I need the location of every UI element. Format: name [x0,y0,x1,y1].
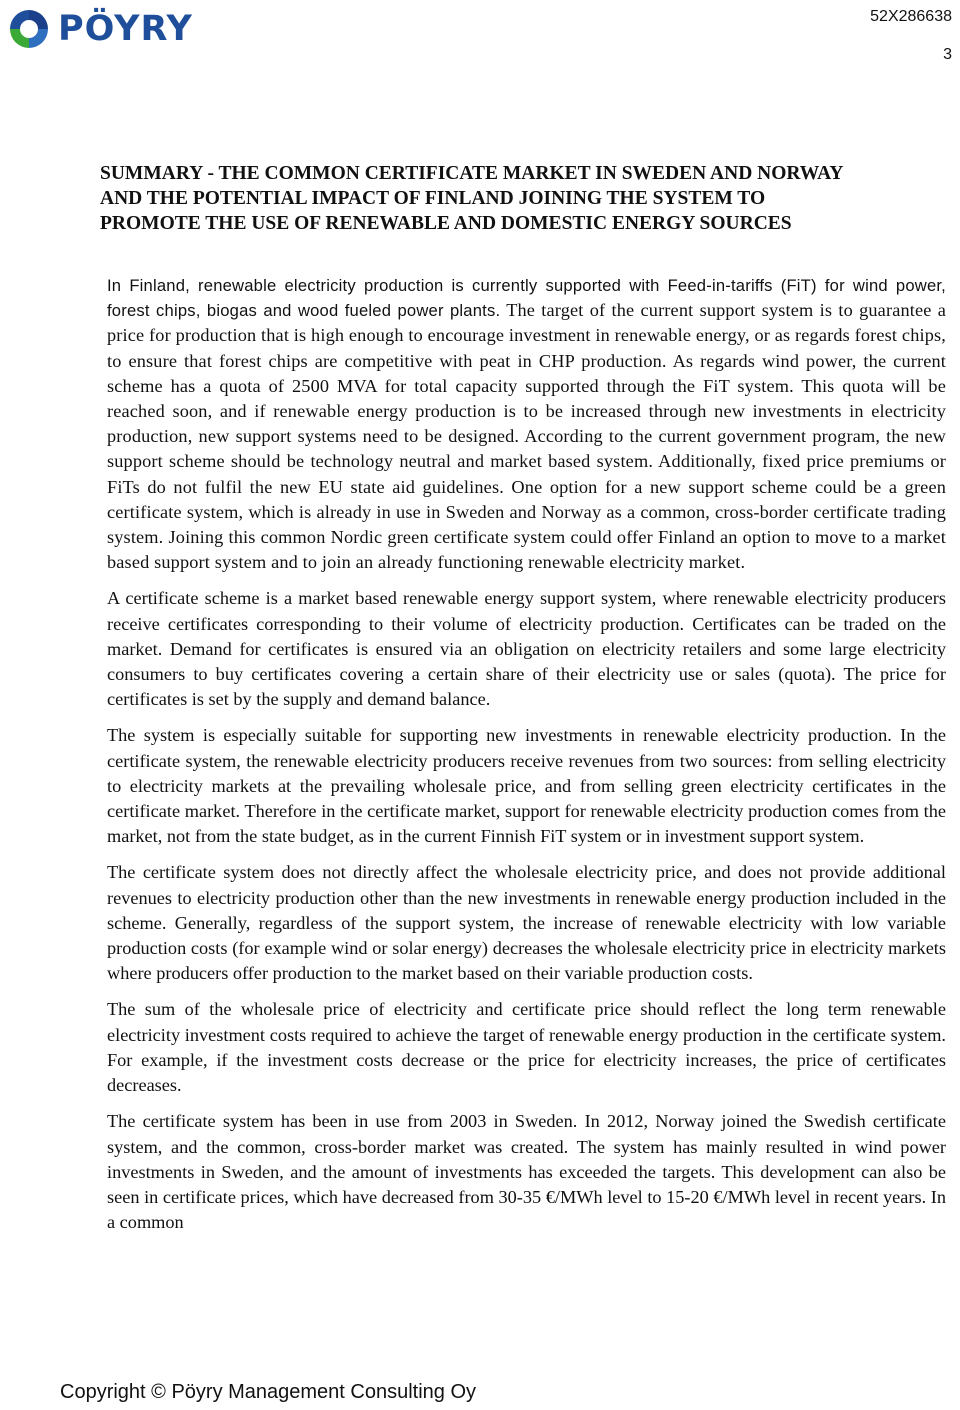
document-body [107,273,946,1246]
paragraph-text: The target of the current support system is to guarantee a price for production that is high enough to encourage investment in renewable energy, or as regards forest chips, to ensure that forest chips are competitive with peat in CHP production. As regards wind power, the current scheme has a quota of 2500 MVA for total capacity supported through the FiT system. This quota will be reached soon, and if renewable energy production is to be increased through new investments in electricity production, new support systems need to be designed. According to the current government program, the new support scheme should be technology neutral and market based system. Additionally, fixed price premiums or FiTs do not fulfil the new EU state aid guidelines. One option for a new support scheme could be a green certificate system, which is already in use in Sweden and Norway as a common, cross-border certificate trading system. Joining this common Nordic green certificate system could offer Finland an option to move to a market based support system and to join an already functioning renewable electricity market. [107,300,947,573]
copyright-footer: Copyright © Pöyry Management Consulting Oy [60,1381,477,1403]
body-paragraph: A certificate scheme is a market based renewable energy support system, where renewable electricity producers receive certificates corresponding to their volume of electricity production. Certificates can be traded on the market. Demand for certificates is ensured via an obligation on electricity retailers and some large electricity consumers to buy certificates covering a certain share of their electricity use or sales (quota). The price for certificates is set by the supply and demand balance. [107,588,946,710]
title-line: SUMMARY - THE COMMON CERTIFICATE MARKET IN SWEDEN AND NORWAY [100,163,844,184]
body-paragraph: The sum of the wholesale price of electricity and certificate price should reflect the long term renewable electricity investment costs required to achieve the target of renewable energy production in the certificate system. For example, if the investment costs decrease or the price for electricity increases, the price of certificates decreases. [107,999,946,1096]
paragraph-lead-text: In Finland, renewable electricity production is currently supported with Feed-in-tariffs (FiT) for wind power, forest chips, biogas and wood fueled power plants. [107,276,946,321]
title-line: AND THE POTENTIAL IMPACT OF FINLAND JOINING THE SYSTEM TO [100,188,766,209]
body-paragraph: The certificate system has been in use from 2003 in Sweden. In 2012, Norway joined the Swedish certificate system, and the common, cross-border market was created. The system has mainly resulted in wind power investments in Sweden, and the amount of investments has exceeded the targets. This development can also be seen in certificate prices, which have decreased from 30-35 €/MWh level to 15-20 €/MWh level in recent years. In a common [107,1111,946,1233]
logo-wordmark: PÖYRY [58,8,193,49]
page-number: 3 [943,46,952,63]
poyry-logo-icon [6,6,52,52]
title-line: PROMOTE THE USE OF RENEWABLE AND DOMESTIC ENERGY SOURCES [100,213,792,234]
document-id: 52X286638 [870,8,952,25]
body-paragraph: The system is especially suitable for supporting new investments in renewable electricity production. In the certificate system, the renewable electricity producers receive revenues from two sources: from selling electricity to electricity markets at the prevailing wholesale price, and from selling green electricity certificates in the certificate market. Therefore in the certificate market, support for renewable electricity production comes from the market, not from the state budget, as in the current Finnish FiT system or in investment support system. [107,725,946,847]
company-logo [6,4,256,54]
body-paragraph: The certificate system does not directly affect the wholesale electricity price, and does not provide additional revenues to electricity production other than the new investments in renewable energy production included in the scheme. Generally, regardless of the support system, the increase of renewable electricity with low variable production costs (for example wind or solar energy) decreases the wholesale electricity price in electricity markets where producers offer production to the market based on their variable production costs. [107,862,946,984]
document-title [100,161,950,236]
body-paragraph [107,273,946,575]
